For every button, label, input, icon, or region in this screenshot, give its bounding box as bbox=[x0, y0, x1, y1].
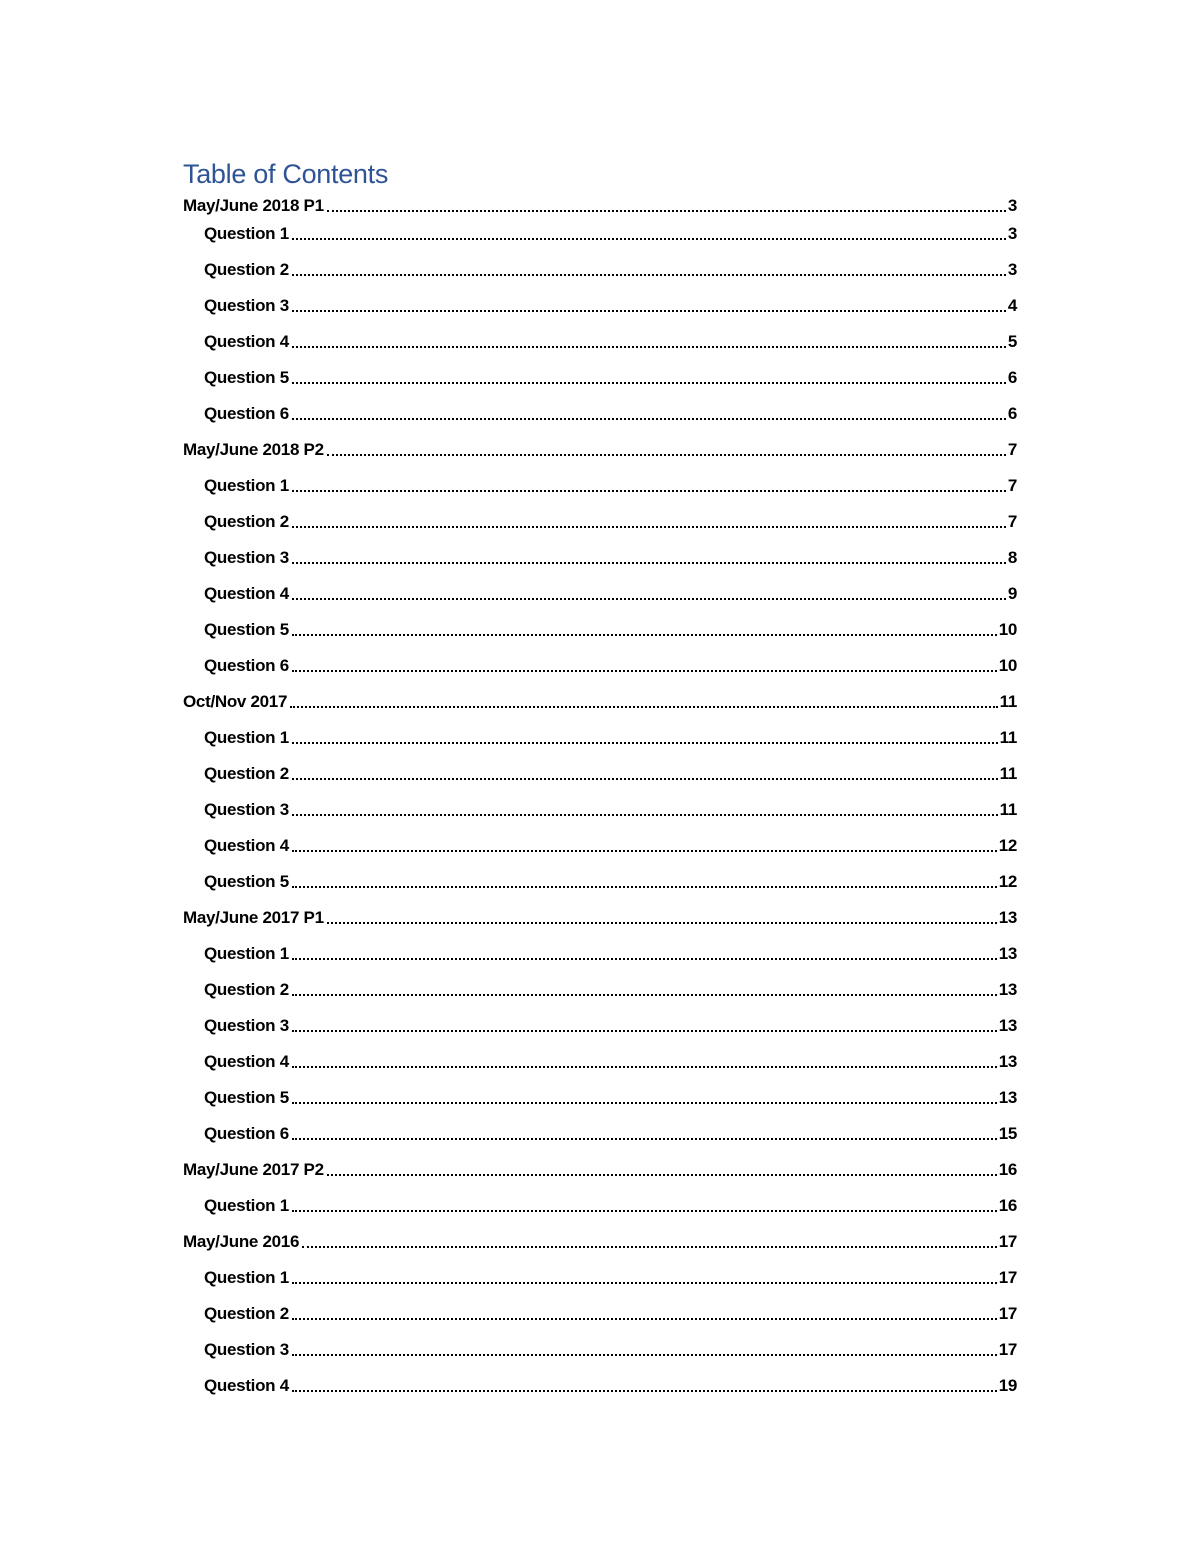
toc-entry-label: Question 5 bbox=[204, 620, 289, 639]
toc-entry-label: Question 3 bbox=[204, 1016, 289, 1035]
toc-dot-leader bbox=[292, 274, 1006, 276]
toc-dot-leader bbox=[292, 1390, 997, 1392]
toc-entry-label: Question 1 bbox=[204, 224, 289, 243]
toc-entry-page-number: 11 bbox=[999, 728, 1017, 747]
toc-section-entry[interactable] bbox=[183, 434, 1017, 470]
toc-entry-page-number: 7 bbox=[1007, 476, 1017, 495]
toc-entry-label: Question 1 bbox=[204, 476, 289, 495]
toc-entry-page-number: 6 bbox=[1007, 368, 1017, 387]
toc-entry-page-number: 16 bbox=[998, 1196, 1017, 1215]
toc-dot-leader bbox=[327, 454, 1006, 456]
toc-question-entry[interactable] bbox=[183, 974, 1017, 1010]
toc-entry-label: Question 6 bbox=[204, 656, 289, 675]
toc-entry-label: Question 4 bbox=[204, 836, 289, 855]
toc-entry-page-number: 11 bbox=[999, 692, 1017, 711]
toc-title: Table of Contents bbox=[183, 159, 389, 189]
toc-question-entry[interactable] bbox=[183, 830, 1017, 866]
toc-section-entry[interactable] bbox=[183, 196, 1017, 218]
toc-question-entry[interactable] bbox=[183, 650, 1017, 686]
toc-entry-label: Question 6 bbox=[204, 1124, 289, 1143]
toc-dot-leader bbox=[292, 1210, 997, 1212]
toc-question-entry[interactable] bbox=[183, 938, 1017, 974]
toc-dot-leader bbox=[292, 850, 997, 852]
toc-question-entry[interactable] bbox=[183, 290, 1017, 326]
toc-question-entry[interactable] bbox=[183, 866, 1017, 902]
toc-entry-label: Question 2 bbox=[204, 512, 289, 531]
toc-entry-page-number: 11 bbox=[999, 800, 1017, 819]
toc-dot-leader bbox=[327, 210, 1006, 212]
toc-dot-leader bbox=[292, 526, 1006, 528]
toc-list bbox=[183, 196, 1017, 1406]
toc-entry-page-number: 3 bbox=[1007, 224, 1017, 243]
toc-dot-leader bbox=[292, 1318, 997, 1320]
toc-question-entry[interactable] bbox=[183, 470, 1017, 506]
toc-entry-label: Oct/Nov 2017 bbox=[183, 692, 288, 711]
toc-entry-page-number: 3 bbox=[1007, 260, 1017, 279]
toc-entry-page-number: 17 bbox=[998, 1268, 1017, 1287]
toc-question-entry[interactable] bbox=[183, 1190, 1017, 1226]
toc-dot-leader bbox=[292, 1282, 997, 1284]
toc-entry-page-number: 12 bbox=[998, 836, 1017, 855]
toc-question-entry[interactable] bbox=[183, 758, 1017, 794]
toc-question-entry[interactable] bbox=[183, 218, 1017, 254]
toc-entry-label: Question 1 bbox=[204, 1196, 289, 1215]
toc-question-entry[interactable] bbox=[183, 542, 1017, 578]
toc-entry-label: Question 4 bbox=[204, 584, 289, 603]
toc-question-entry[interactable] bbox=[183, 1370, 1017, 1406]
toc-section-entry[interactable] bbox=[183, 1226, 1017, 1262]
toc-question-entry[interactable] bbox=[183, 1046, 1017, 1082]
toc-entry-page-number: 13 bbox=[998, 908, 1017, 927]
toc-dot-leader bbox=[292, 1066, 997, 1068]
toc-dot-leader bbox=[292, 886, 997, 888]
toc-dot-leader bbox=[292, 418, 1006, 420]
toc-entry-label: Question 4 bbox=[204, 1052, 289, 1071]
toc-question-entry[interactable] bbox=[183, 1082, 1017, 1118]
toc-dot-leader bbox=[292, 346, 1006, 348]
toc-entry-page-number: 10 bbox=[998, 656, 1017, 675]
toc-dot-leader bbox=[292, 634, 997, 636]
toc-dot-leader bbox=[292, 778, 998, 780]
toc-question-entry[interactable] bbox=[183, 362, 1017, 398]
toc-dot-leader bbox=[327, 1174, 997, 1176]
toc-entry-label: Question 1 bbox=[204, 1268, 289, 1287]
toc-question-entry[interactable] bbox=[183, 722, 1017, 758]
toc-entry-label: Question 5 bbox=[204, 368, 289, 387]
toc-entry-page-number: 13 bbox=[998, 944, 1017, 963]
toc-entry-label: Question 2 bbox=[204, 260, 289, 279]
toc-question-entry[interactable] bbox=[183, 254, 1017, 290]
toc-dot-leader bbox=[292, 814, 998, 816]
toc-entry-page-number: 7 bbox=[1007, 512, 1017, 531]
toc-entry-page-number: 17 bbox=[998, 1304, 1017, 1323]
toc-dot-leader bbox=[292, 670, 997, 672]
toc-question-entry[interactable] bbox=[183, 1118, 1017, 1154]
toc-dot-leader bbox=[290, 706, 998, 708]
toc-entry-page-number: 8 bbox=[1007, 548, 1017, 567]
toc-question-entry[interactable] bbox=[183, 578, 1017, 614]
toc-question-entry[interactable] bbox=[183, 1010, 1017, 1046]
toc-entry-label: Question 2 bbox=[204, 1304, 289, 1323]
toc-entry-page-number: 13 bbox=[998, 980, 1017, 999]
toc-dot-leader bbox=[292, 1354, 997, 1356]
toc-dot-leader bbox=[327, 922, 997, 924]
toc-entry-label: Question 5 bbox=[204, 1088, 289, 1107]
toc-question-entry[interactable] bbox=[183, 326, 1017, 362]
toc-dot-leader bbox=[292, 742, 998, 744]
toc-entry-page-number: 13 bbox=[998, 1016, 1017, 1035]
toc-entry-page-number: 3 bbox=[1007, 196, 1017, 215]
toc-entry-label: Question 1 bbox=[204, 944, 289, 963]
toc-entry-page-number: 13 bbox=[998, 1088, 1017, 1107]
toc-entry-label: May/June 2017 P1 bbox=[183, 908, 324, 927]
toc-entry-label: May/June 2018 P2 bbox=[183, 440, 324, 459]
toc-dot-leader bbox=[292, 994, 997, 996]
table-of-contents bbox=[183, 154, 1017, 1406]
toc-dot-leader bbox=[292, 310, 1006, 312]
toc-entry-label: May/June 2018 P1 bbox=[183, 196, 324, 215]
toc-dot-leader bbox=[292, 1102, 997, 1104]
toc-entry-label: Question 5 bbox=[204, 872, 289, 891]
toc-question-entry[interactable] bbox=[183, 506, 1017, 542]
toc-dot-leader bbox=[292, 1138, 997, 1140]
toc-question-entry[interactable] bbox=[183, 614, 1017, 650]
toc-entry-page-number: 11 bbox=[999, 764, 1017, 783]
toc-entry-label: Question 3 bbox=[204, 1340, 289, 1359]
toc-entry-page-number: 9 bbox=[1007, 584, 1017, 603]
toc-dot-leader bbox=[292, 490, 1006, 492]
toc-section-entry[interactable] bbox=[183, 902, 1017, 938]
toc-entry-label: Question 2 bbox=[204, 764, 289, 783]
toc-dot-leader bbox=[292, 1030, 997, 1032]
toc-section-entry[interactable] bbox=[183, 686, 1017, 722]
toc-dot-leader bbox=[292, 382, 1006, 384]
toc-dot-leader bbox=[292, 238, 1006, 240]
toc-entry-label: Question 3 bbox=[204, 296, 289, 315]
toc-entry-label: Question 3 bbox=[204, 548, 289, 567]
toc-entry-label: Question 2 bbox=[204, 980, 289, 999]
toc-entry-page-number: 5 bbox=[1007, 332, 1017, 351]
toc-entry-label: Question 3 bbox=[204, 800, 289, 819]
toc-entry-label: May/June 2016 bbox=[183, 1232, 300, 1251]
toc-dot-leader bbox=[292, 598, 1006, 600]
toc-entry-label: May/June 2017 P2 bbox=[183, 1160, 324, 1179]
toc-entry-page-number: 16 bbox=[998, 1160, 1017, 1179]
toc-entry-page-number: 17 bbox=[998, 1340, 1017, 1359]
toc-dot-leader bbox=[302, 1246, 997, 1248]
toc-question-entry[interactable] bbox=[183, 398, 1017, 434]
toc-entry-page-number: 10 bbox=[998, 620, 1017, 639]
toc-entry-page-number: 6 bbox=[1007, 404, 1017, 423]
toc-entry-label: Question 4 bbox=[204, 332, 289, 351]
toc-question-entry[interactable] bbox=[183, 794, 1017, 830]
toc-dot-leader bbox=[292, 958, 997, 960]
toc-dot-leader bbox=[292, 562, 1006, 564]
toc-entry-page-number: 19 bbox=[998, 1376, 1017, 1395]
toc-question-entry[interactable] bbox=[183, 1262, 1017, 1298]
toc-entry-page-number: 12 bbox=[998, 872, 1017, 891]
toc-entry-page-number: 13 bbox=[998, 1052, 1017, 1071]
toc-question-entry[interactable] bbox=[183, 1334, 1017, 1370]
toc-entry-label: Question 4 bbox=[204, 1376, 289, 1395]
toc-entry-label: Question 1 bbox=[204, 728, 289, 747]
toc-entry-page-number: 4 bbox=[1007, 296, 1017, 315]
toc-question-entry[interactable] bbox=[183, 1298, 1017, 1334]
toc-section-entry[interactable] bbox=[183, 1154, 1017, 1190]
toc-entry-page-number: 7 bbox=[1007, 440, 1017, 459]
toc-entry-page-number: 15 bbox=[998, 1124, 1017, 1143]
toc-entry-page-number: 17 bbox=[998, 1232, 1017, 1251]
toc-entry-label: Question 6 bbox=[204, 404, 289, 423]
